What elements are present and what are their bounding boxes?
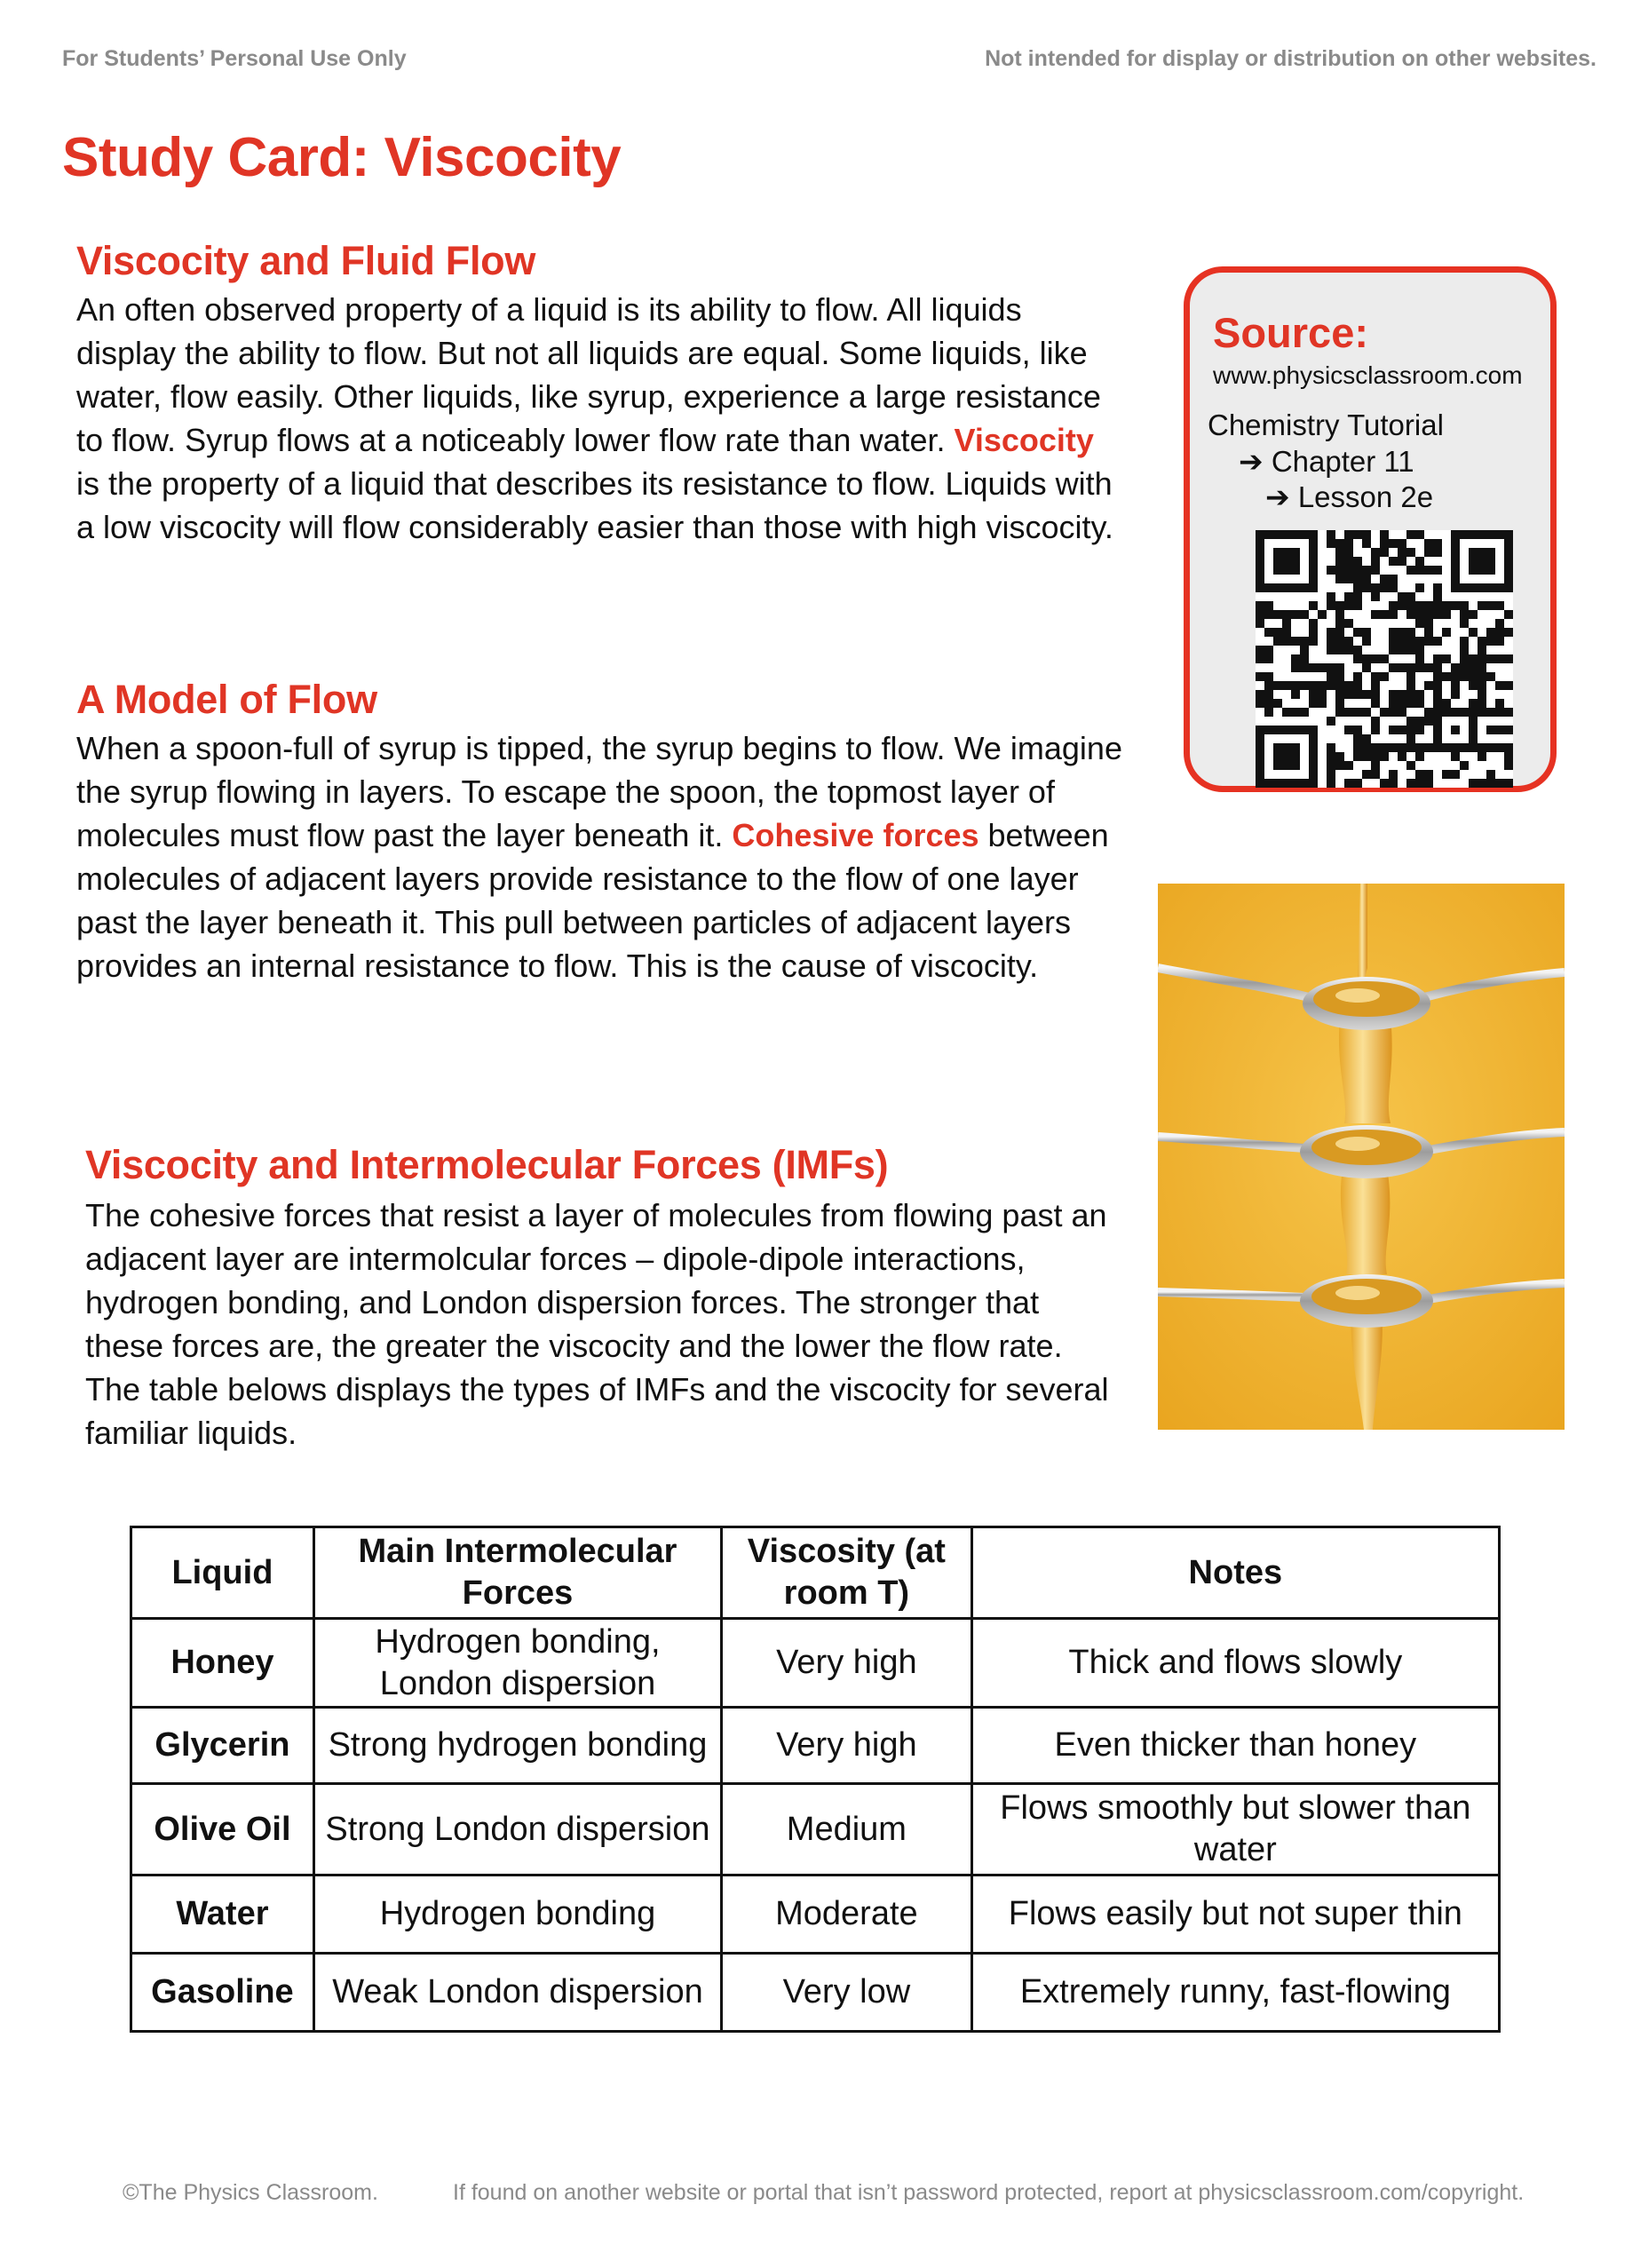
source-card <box>1184 266 1557 792</box>
table-row <box>131 1619 1500 1708</box>
page-title: Study Card: Viscocity <box>62 127 622 188</box>
table-row <box>131 1875 1500 1954</box>
honey-spoons-photo <box>1158 884 1565 1430</box>
source-lesson: ➔ Lesson 2e <box>1265 480 1434 513</box>
table-row <box>131 1784 1500 1875</box>
cell-imfs: Strong hydrogen bonding <box>313 1708 721 1784</box>
table-row <box>131 1954 1500 2032</box>
cell-viscosity: Very low <box>722 1954 972 2032</box>
cell-imfs: Hydrogen bonding <box>313 1875 721 1954</box>
section-heading-model-of-flow: A Model of Flow <box>76 677 377 722</box>
cell-liquid: Gasoline <box>131 1954 314 2032</box>
qr-code-icon[interactable] <box>1256 530 1513 788</box>
section-text-fluid-flow: An often observed property of a liquid is its ability to flow. All liquids display the ability to flow. But not all liquids are equal. Some liquids, like water, flow easily. Other liquids, like syrup, experience a large resistance to flow. Syrup flows at a noticeably lower flow rate than water. Viscocity is the property of a liquid that describes its resistance to flow. Liquids with a low viscocity will flow considerably easier than those with high viscocity. <box>76 291 1113 545</box>
cell-liquid: Glycerin <box>131 1708 314 1784</box>
cell-liquid: Olive Oil <box>131 1784 314 1875</box>
section-text-imfs: The cohesive forces that resist a layer of molecules from flowing past an adjacent layer are intermolcular forces – dipole-dipole interactions, hydrogen bonding, and London dispersion forces. The stronger that these forces are, the greater the viscocity and the lower the flow rate. The table belows displays the types of IMFs and the viscocity for several familiar liquids. <box>85 1197 1109 1451</box>
section-heading-fluid-flow: Viscocity and Fluid Flow <box>76 238 536 283</box>
source-chapter: ➔ Chapter 11 <box>1239 445 1414 478</box>
source-label: Source: <box>1213 309 1368 356</box>
table-row <box>131 1708 1500 1784</box>
cell-imfs: Weak London dispersion <box>313 1954 721 2032</box>
cell-viscosity: Very high <box>722 1619 972 1708</box>
source-tutorial: Chemistry Tutorial <box>1208 408 1444 441</box>
table-header-row <box>131 1527 1500 1619</box>
imf-table <box>130 1526 1501 2033</box>
header-personal-use-notice: For Students’ Personal Use Only <box>62 46 407 71</box>
source-url: www.physicsclassroom.com <box>1213 361 1523 389</box>
highlight-cohesive-forces: Cohesive forces <box>732 817 979 853</box>
cell-viscosity: Very high <box>722 1708 972 1784</box>
highlight-viscocity: Viscocity <box>954 422 1094 458</box>
cell-viscosity: Medium <box>722 1784 972 1875</box>
header-main-imfs: Main Intermolecular Forces <box>313 1527 721 1619</box>
cell-imfs: Strong London dispersion <box>313 1784 721 1875</box>
cell-liquid: Honey <box>131 1619 314 1708</box>
cell-notes: Flows smoothly but slower than water <box>971 1784 1499 1875</box>
cell-notes: Extremely runny, fast-flowing <box>971 1954 1499 2032</box>
header-liquid: Liquid <box>131 1527 314 1619</box>
cell-imfs: Hydrogen bonding, London dispersion <box>313 1619 721 1708</box>
footer-report-notice: If found on another website or portal that isn’t password protected, report at physicsclassroom.com/copyright. <box>453 2180 1525 2205</box>
cell-notes: Even thicker than honey <box>971 1708 1499 1784</box>
section-text-model-of-flow: When a spoon-full of syrup is tipped, the syrup begins to flow. We imagine the syrup flowing in layers. To escape the spoon, the topmost layer of molecules must flow past the layer beneath it. Cohesive forces between molecules of adjacent layers provide resistance to the flow of one layer past the layer beneath it. This pull between particles of adjacent layers provides an internal resistance to flow. This is the cause of viscocity. <box>76 730 1122 984</box>
cell-liquid: Water <box>131 1875 314 1954</box>
header-notes: Notes <box>971 1527 1499 1619</box>
cell-notes: Thick and flows slowly <box>971 1619 1499 1708</box>
footer-copyright: ©The Physics Classroom. <box>123 2180 378 2205</box>
header-viscosity: Viscosity (at room T) <box>722 1527 972 1619</box>
header-distribution-notice: Not intended for display or distribution on other websites. <box>985 46 1596 71</box>
cell-notes: Flows easily but not super thin <box>971 1875 1499 1954</box>
cell-viscosity: Moderate <box>722 1875 972 1954</box>
section-heading-imfs: Viscocity and Intermolecular Forces (IMFs) <box>85 1142 889 1187</box>
